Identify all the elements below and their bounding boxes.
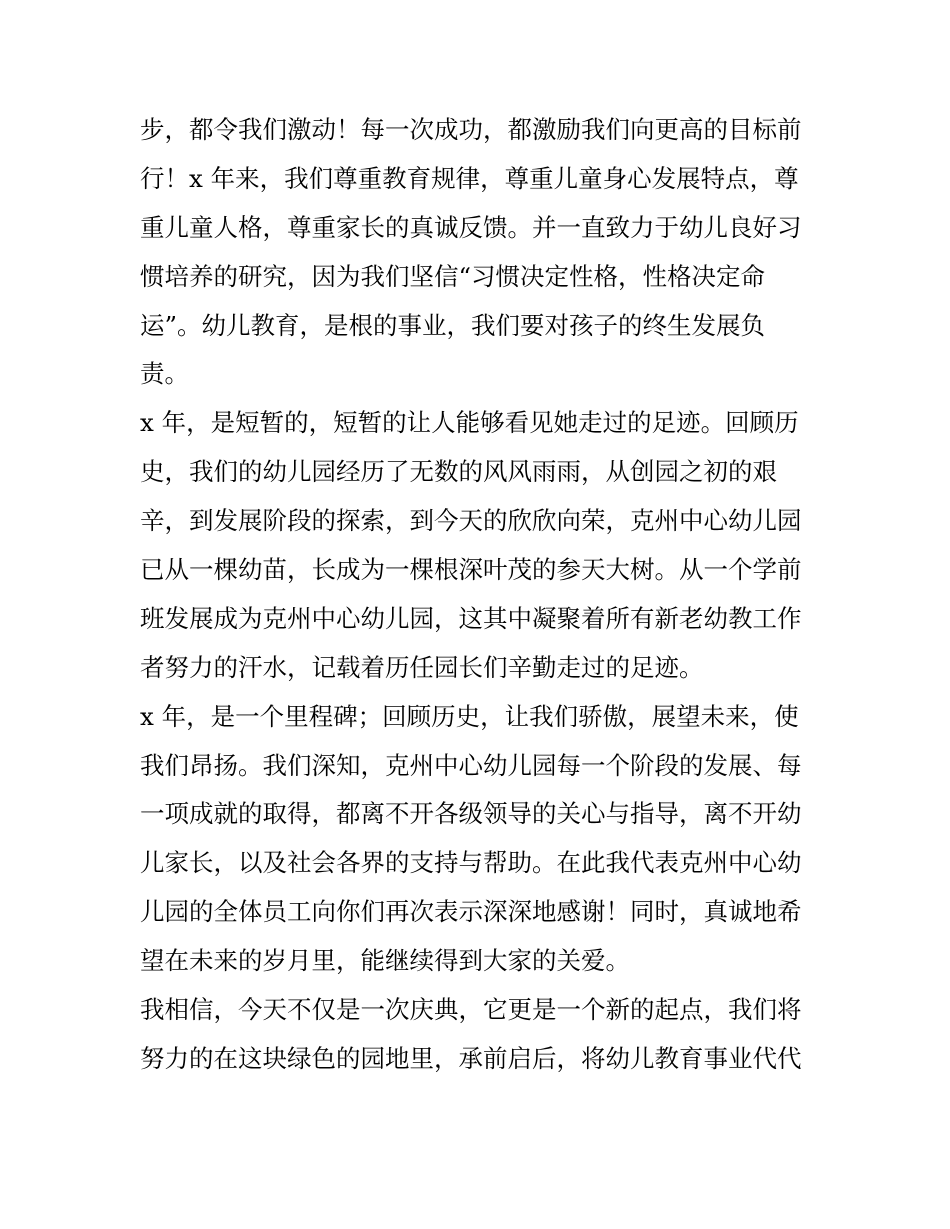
text-line: 者努力的汗水，记载着历任园长们辛勤走过的足迹。 <box>140 652 704 682</box>
text-line: 儿园的全体员工向你们再次表示深深地感谢！同时，真诚地希 <box>140 897 802 927</box>
text-line: 重儿童人格，尊重家长的真诚反馈。并一直致力于幼儿良好习 <box>140 212 802 242</box>
document-body <box>140 106 830 1084</box>
text-line: 我们昂扬。我们深知，克州中心幼儿园每一个阶段的发展、每 <box>140 750 802 780</box>
text-line: x 年，是一个里程碑；回顾历史，让我们骄傲，展望未来，使 <box>140 701 799 731</box>
text-line: 望在未来的岁月里，能继续得到大家的关爱。 <box>140 946 630 976</box>
text-line: x 年，是短暂的，短暂的让人能够看见她走过的足迹。回顾历 <box>140 408 799 438</box>
text-line: 惯培养的研究，因为我们坚信“习惯决定性格，性格决定命 <box>140 261 766 291</box>
text-line: 行！x 年来，我们尊重教育规律，尊重儿童身心发展特点，尊 <box>140 163 799 193</box>
text-line: 我相信，今天不仅是一次庆典，它更是一个新的起点，我们将 <box>140 995 802 1025</box>
text-line: 儿家长，以及社会各界的支持与帮助。在此我代表克州中心幼 <box>140 848 802 878</box>
text-line: 已从一棵幼苗，长成为一棵根深叶茂的参天大树。从一个学前 <box>140 555 802 585</box>
text-line: 一项成就的取得，都离不开各级领导的关心与指导，离不开幼 <box>140 799 802 829</box>
text-line: 班发展成为克州中心幼儿园，这其中凝聚着所有新老幼教工作 <box>140 603 802 633</box>
text-line: 辛，到发展阶段的探索，到今天的欣欣向荣，克州中心幼儿园 <box>140 506 802 536</box>
text-line: 责。 <box>140 359 189 389</box>
text-line: 努力的在这块绿色的园地里，承前启后，将幼儿教育事业代代 <box>140 1043 802 1073</box>
text-line: 运”。幼儿教育，是根的事业，我们要对孩子的终生发展负 <box>140 310 766 340</box>
text-line: 步，都令我们激动！每一次成功，都激励我们向更高的目标前 <box>140 115 802 144</box>
text-line: 史，我们的幼儿园经历了无数的风风雨雨，从创园之初的艰 <box>140 457 777 487</box>
